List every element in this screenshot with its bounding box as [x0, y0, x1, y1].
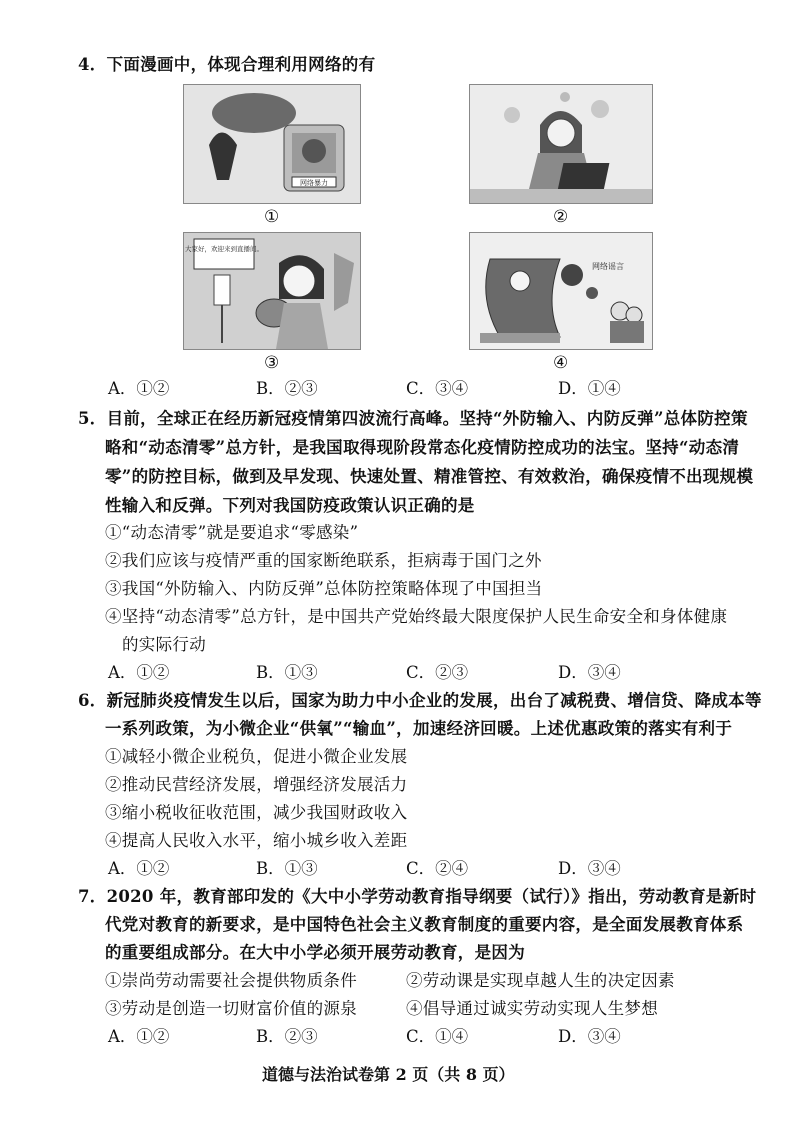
q5-statement-3: ③我国“外防输入、内防反弹”总体防控策略体现了中国担当 — [105, 579, 543, 598]
q7-stem-line-3: 的重要组成部分。在大中小学必须开展劳动教育，是因为 — [105, 943, 525, 962]
q6-statement-4: ④提高人民收入水平，缩小城乡收入差距 — [105, 831, 408, 850]
q6-stem-line-1: 6．新冠肺炎疫情发生以后，国家为助力中小企业的发展，出台了减税费、增信贷、降成本等 — [78, 691, 762, 710]
q6-statement-1: ①减轻小微企业税负，促进小微企业发展 — [105, 747, 408, 766]
q7-option-b[interactable]: B．②③ — [256, 1027, 318, 1046]
cartoon-4-caption: 网络谣言 — [592, 262, 624, 271]
cartoon-3-label: ③ — [264, 353, 280, 373]
q5-option-b[interactable]: B．①③ — [256, 663, 318, 682]
q6-stem-line-2: 一系列政策，为小微企业“供氧”“输血”，加速经济回暖。上述优惠政策的落实有利于 — [105, 719, 733, 738]
cartoon-1-label: ① — [264, 207, 280, 227]
q6-option-c[interactable]: C．②④ — [406, 859, 469, 878]
q5-option-c[interactable]: C．②③ — [406, 663, 469, 682]
q5-stem-line-3: 零”的防控目标，做到及早发现、快速处置、精准管控、有效救治，确保疫情不出现规模 — [105, 467, 754, 486]
q7-statement-4: ④倡导通过诚实劳动实现人生梦想 — [406, 999, 658, 1018]
q5-option-d[interactable]: D．③④ — [558, 663, 621, 682]
q5-statement-4-cont: 的实际行动 — [122, 635, 206, 654]
q5-option-a[interactable]: A．①② — [108, 663, 170, 682]
q5-statement-1: ①“动态清零”就是要追求“零感染” — [105, 523, 359, 542]
q7-option-d[interactable]: D．③④ — [558, 1027, 621, 1046]
q5-stem-line-4: 性输入和反弹。下列对我国防疫政策认识正确的是 — [105, 496, 475, 515]
q7-statement-1: ①崇尚劳动需要社会提供物质条件 — [105, 971, 357, 990]
q4-stem: 4．下面漫画中，体现合理利用网络的有 — [78, 55, 376, 74]
q6-option-a[interactable]: A．①② — [108, 859, 170, 878]
q6-option-d[interactable]: D．③④ — [558, 859, 621, 878]
cartoon-1-image — [183, 84, 361, 204]
cartoon-3-image — [183, 232, 361, 350]
q5-statement-2: ②我们应该与疫情严重的国家断绝联系，拒病毒于国门之外 — [105, 551, 542, 570]
q4-option-c[interactable]: C．③④ — [406, 379, 469, 398]
q4-option-b[interactable]: B．②③ — [256, 379, 318, 398]
q7-option-c[interactable]: C．①④ — [406, 1027, 469, 1046]
cartoon-2-image — [469, 84, 653, 204]
cartoon-3-speech: 大家好，欢迎来到直播间。 — [185, 245, 263, 253]
q7-stem-line-1: 7．2020 年，教育部印发的《大中小学劳动教育指导纲要（试行）》指出，劳动教育是新时 — [78, 887, 757, 906]
q7-stem-line-2: 代党对教育的新要求，是中国特色社会主义教育制度的重要内容，是全面发展教育体系 — [105, 915, 744, 934]
q5-stem-line-2: 略和“动态清零”总方针，是我国取得现阶段常态化疫情防控成功的法宝。坚持“动态清 — [105, 438, 740, 457]
cartoon-4-label: ④ — [553, 353, 569, 373]
q5-stem-line-1: 5．目前，全球正在经历新冠疫情第四波流行高峰。坚持“外防输入、内防反弹”总体防控策 — [78, 409, 748, 428]
q6-option-b[interactable]: B．①③ — [256, 859, 318, 878]
cartoon-1-caption: 网络暴力 — [300, 179, 328, 187]
q4-option-a[interactable]: A．①② — [108, 379, 170, 398]
q4-option-d[interactable]: D．①④ — [558, 379, 621, 398]
q6-statement-2: ②推动民营经济发展，增强经济发展活力 — [105, 775, 408, 794]
q7-option-a[interactable]: A．①② — [108, 1027, 170, 1046]
q5-statement-4: ④坚持“动态清零”总方针，是中国共产党始终最大限度保护人民生命安全和身体健康 — [105, 607, 728, 626]
cartoon-4-image — [469, 232, 653, 350]
page-footer: 道德与法治试卷第 2 页（共 8 页） — [262, 1065, 515, 1084]
q7-statement-3: ③劳动是创造一切财富价值的源泉 — [105, 999, 357, 1018]
q6-statement-3: ③缩小税收征收范围，减少我国财政收入 — [105, 803, 408, 822]
q7-statement-2: ②劳动课是实现卓越人生的决定因素 — [406, 971, 675, 990]
cartoon-2-label: ② — [553, 207, 569, 227]
